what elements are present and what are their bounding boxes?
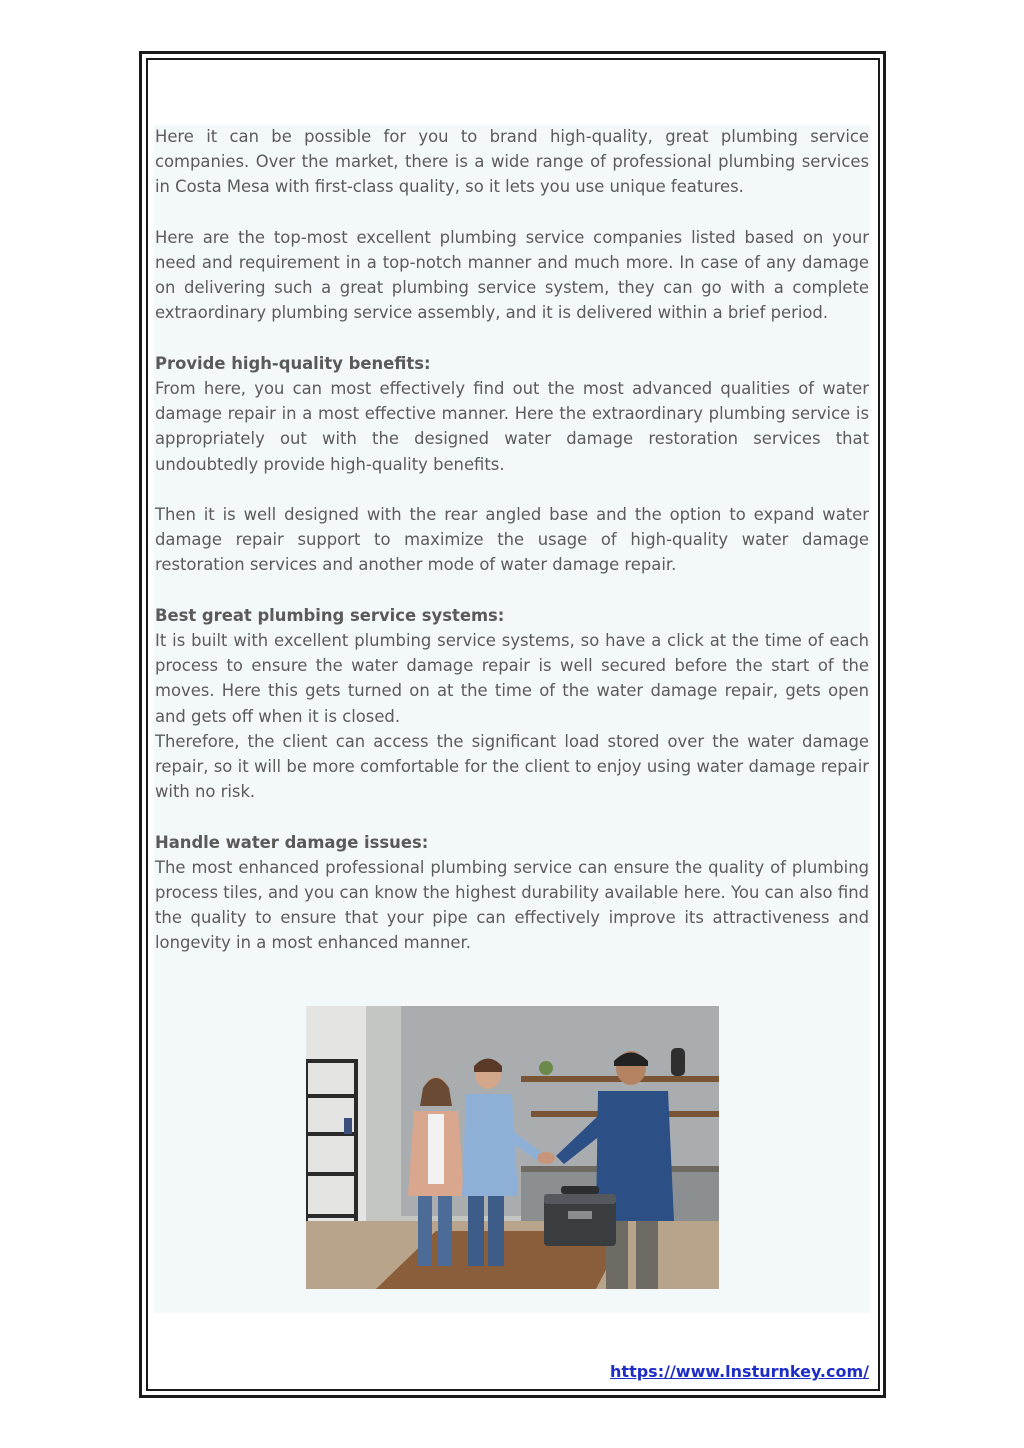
document-body (155, 124, 869, 956)
intro-paragraph-1: Here it can be possible for you to brand high-quality, great plumbing service companies. Over the market, there is a wide range of professional plumbing services in Costa Mesa with first-class quality, so it lets you use unique features. (155, 127, 869, 197)
section-heading-benefits: Provide high-quality benefits: (155, 353, 431, 373)
section-body-benefits: From here, you can most effectively find out the most advanced qualities of water damage repair in a most effective manner. Here the extraordinary plumbing service is appropriately out with the designed water damage restoration services that undoubtedly provide high-quality benefits. (155, 379, 869, 474)
plumber-handshake-photo (306, 1006, 719, 1289)
section-heading-issues: Handle water damage issues: (155, 832, 429, 852)
section-benefits (155, 351, 869, 477)
section-extra-systems: Therefore, the client can access the significant load stored over the water damage repair, so it will be more comfortable for the client to enjoy using water damage repair with no risk. (155, 731, 869, 802)
section-body-systems: It is built with excellent plumbing service systems, so have a click at the time of each process to ensure the water damage repair is well secured before the start of the moves. Here this gets turned on at the time of the water damage repair, gets open and gets off when it is closed. (155, 631, 869, 726)
section-extra-benefits: Then it is well designed with the rear angled base and the option to expand water damage repair support to maximize the usage of high-quality water damage restoration services and another mode of water damage repair. (155, 505, 869, 575)
section-body-issues: The most enhanced professional plumbing service can ensure the quality of plumbing process tiles, and you can know the highest durability available here. You can also find the quality to ensure that your pipe can effectively improve its attractiveness and longevity in a most enhanced manner. (155, 857, 869, 953)
section-issues (155, 830, 869, 956)
section-heading-systems: Best great plumbing service systems: (155, 605, 505, 625)
intro-paragraph-2: Here are the top-most excellent plumbing service companies listed based on your need and requirement in a top-notch manner and much more. In case of any damage on delivering such a great plumbing service system, they can go with a complete extraordinary plumbing service assembly, and it is delivered within a brief period. (155, 227, 869, 323)
footer-website-link[interactable]: https://www.lnsturnkey.com/ (610, 1362, 869, 1381)
section-systems (155, 603, 869, 729)
